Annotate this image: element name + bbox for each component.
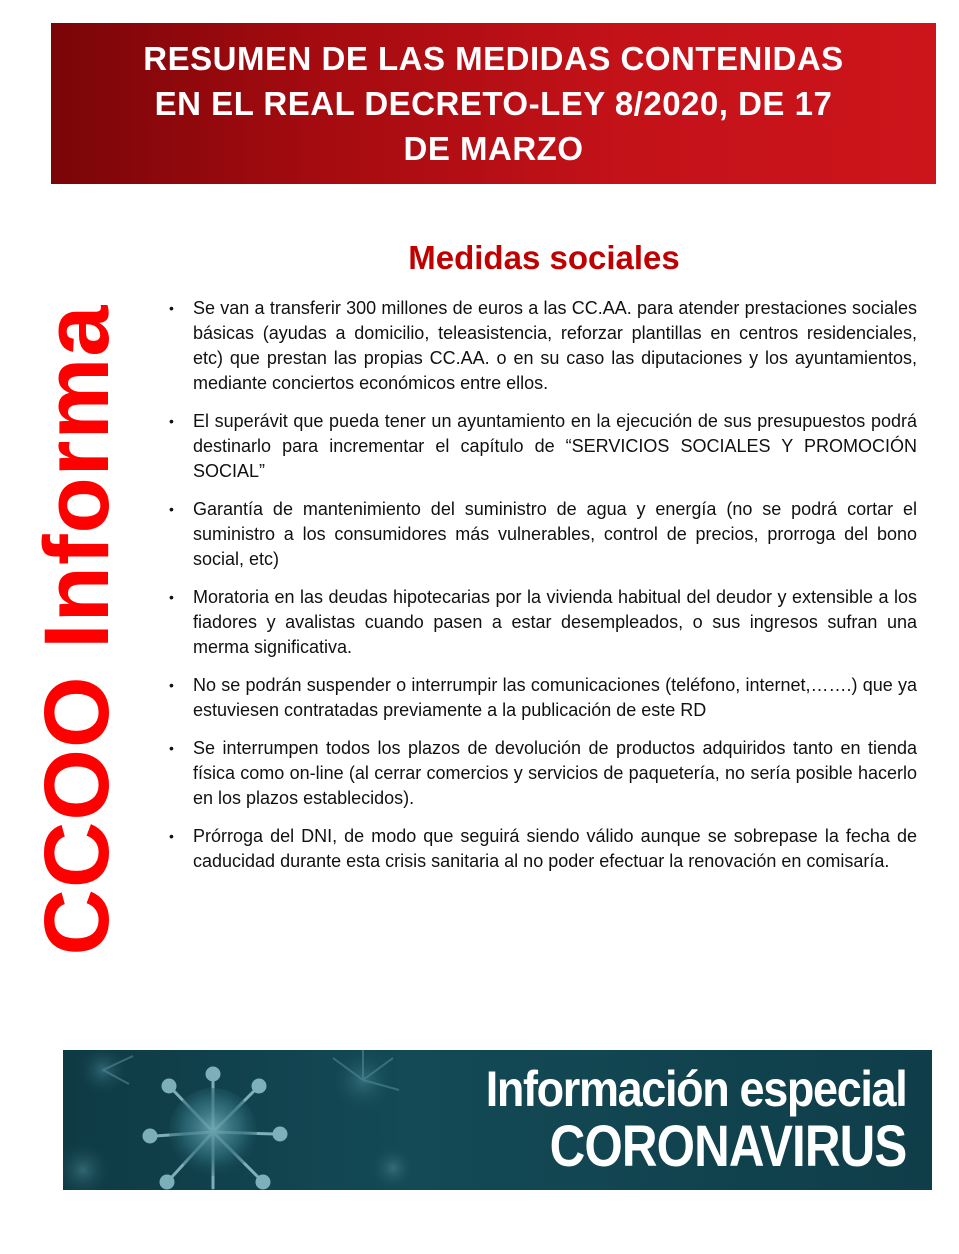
ccoo-informa-label: CCOO Informa bbox=[26, 304, 128, 956]
list-item-text: Se van a transferir 300 millones de euros a las CC.AA. para atender prestaciones sociales básicas (ayudas a domicilio, teleasistencia, reforzar plantillas en centros residenciales, etc) que prestan las propias CC.AA. o en su caso las diputaciones y los ayuntamientos, mediante conciertos económicos entre ellos. bbox=[193, 298, 917, 393]
list-item bbox=[165, 824, 917, 874]
bullet-icon: • bbox=[169, 501, 174, 517]
header-title-line-1: RESUMEN DE LAS MEDIDAS CONTENIDAS bbox=[143, 40, 844, 77]
coronavirus-banner bbox=[63, 1050, 932, 1190]
list-item bbox=[165, 585, 917, 660]
banner-title-line-1: Información especial bbox=[485, 1061, 906, 1117]
header-title-line-3: DE MARZO bbox=[403, 130, 584, 167]
list-item bbox=[165, 409, 917, 484]
list-item-text: Moratoria en las deudas hipotecarias por la vivienda habitual del deudor y extensible a los fiadores y avalistas cuando pasen a estar desempleados, o sus ingresos sufran una merma significativa. bbox=[193, 587, 917, 657]
bullet-icon: • bbox=[169, 413, 174, 429]
banner-text bbox=[439, 1061, 906, 1179]
header-banner bbox=[51, 23, 936, 184]
list-item bbox=[165, 673, 917, 723]
bullet-icon: • bbox=[169, 589, 174, 605]
list-item bbox=[165, 736, 917, 811]
list-item-text: No se podrán suspender o interrumpir las comunicaciones (teléfono, internet,…….) que ya estuviesen contratadas previamente a la publicación de este RD bbox=[193, 675, 917, 720]
bullet-icon: • bbox=[169, 828, 174, 844]
list-item-text: Prórroga del DNI, de modo que seguirá siendo válido aunque se sobrepase la fecha de caducidad durante esta crisis sanitaria al no poder efectuar la renovación en comisaría. bbox=[193, 826, 917, 871]
section-title: Medidas sociales bbox=[408, 239, 680, 276]
banner-title-line-2: CORONAVIRUS bbox=[549, 1114, 906, 1179]
bullet-icon: • bbox=[169, 677, 174, 693]
bullet-icon: • bbox=[169, 300, 174, 316]
measures-list bbox=[165, 296, 917, 887]
list-item bbox=[165, 497, 917, 572]
list-item-text: El superávit que pueda tener un ayuntamiento en la ejecución de sus presupuestos podrá destinarlo para incrementar el capítulo de “SERVICIOS SOCIALES Y PROMOCIÓN SOCIAL” bbox=[193, 411, 917, 481]
list-item bbox=[165, 296, 917, 396]
list-item-text: Se interrumpen todos los plazos de devolución de productos adquiridos tanto en tienda física como on-line (al cerrar comercios y servicios de paquetería, no sería posible hacerlo en los plazos establecidos). bbox=[193, 738, 917, 808]
list-item-text: Garantía de mantenimiento del suministro de agua y energía (no se podrá cortar el suministro a los consumidores más vulnerables, control de precios, prorroga del bono social, etc) bbox=[193, 499, 917, 569]
header-title-line-2: EN EL REAL DECRETO-LEY 8/2020, DE 17 bbox=[154, 85, 833, 122]
bullet-icon: • bbox=[169, 740, 174, 756]
